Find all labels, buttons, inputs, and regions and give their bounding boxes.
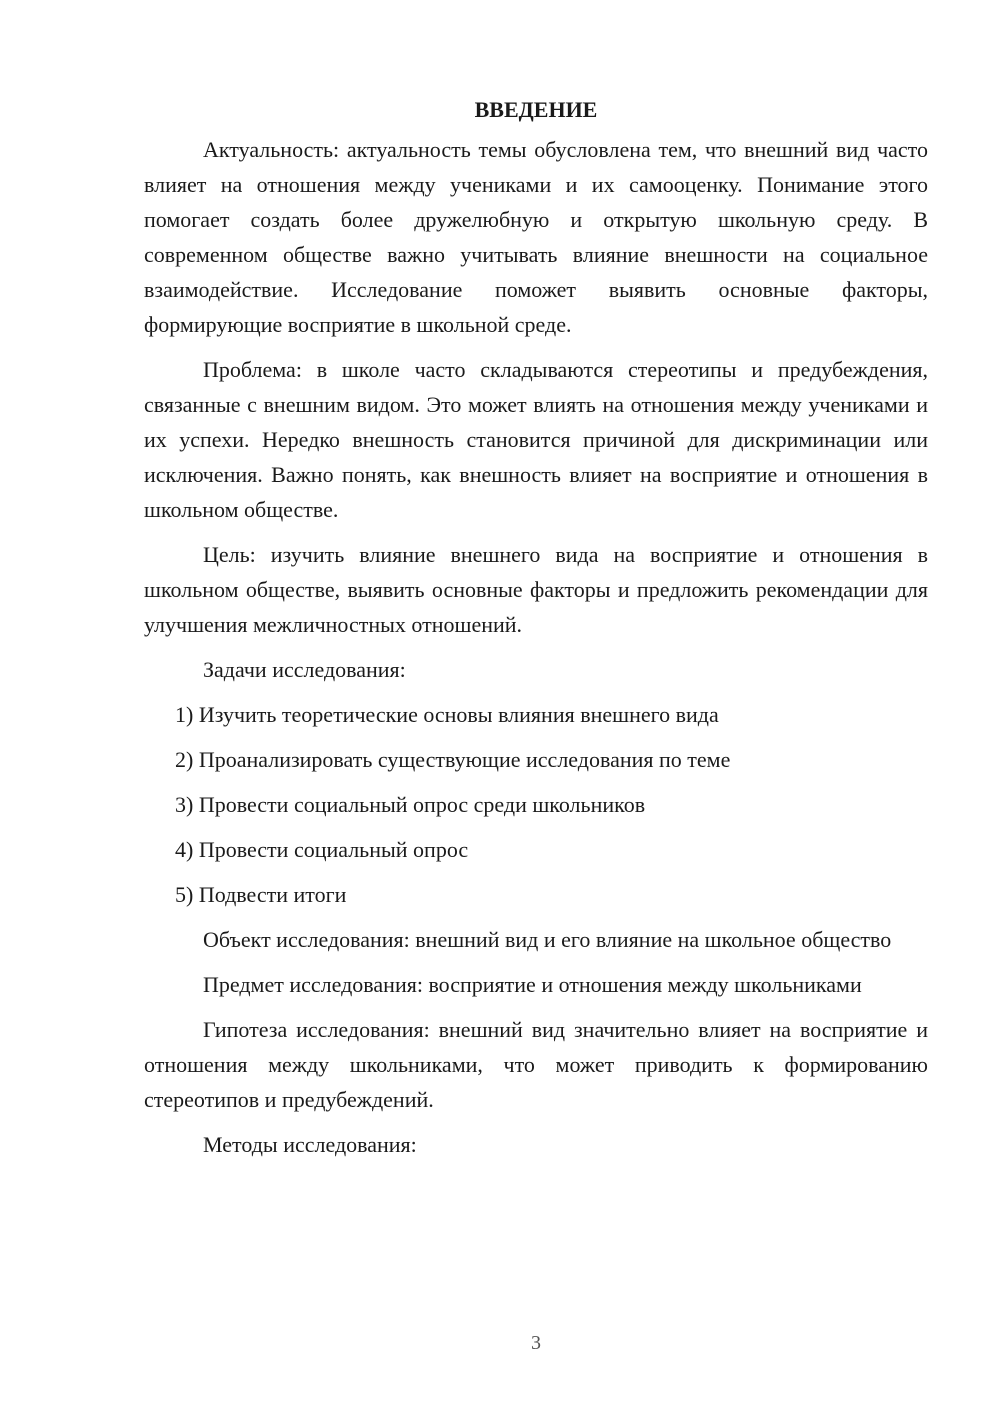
document-page	[144, 92, 928, 1172]
object-paragraph: Объект исследования: внешний вид и его влияние на школьное общество	[203, 927, 892, 952]
methods-heading: Методы исследования:	[203, 1132, 417, 1157]
tasks-heading: Задачи исследования:	[203, 657, 406, 682]
relevance-paragraph: Актуальность: актуальность темы обусловлена тем, что внешний вид часто влияет на отношения между учениками и их самооценку. Понимание этого помогает создать более дружелюбную и открытую школьную среду. В современном обществе важно учитывать влияние внешности на социальное взаимодействие. Исследование поможет выявить основные факторы, формирующие восприятие в школьной среде.	[144, 137, 928, 337]
section-title: ВВЕДЕНИЕ	[474, 97, 598, 122]
goal-paragraph: Цель: изучить влияние внешнего вида на восприятие и отношения в школьном обществе, выявить основные факторы и предложить рекомендации для улучшения межличностных отношений.	[144, 542, 928, 637]
list-item: 5) Подвести итоги	[175, 882, 347, 907]
subject-paragraph: Предмет исследования: восприятие и отношения между школьниками	[203, 972, 862, 997]
list-item: 3) Провести социальный опрос среди школьников	[175, 792, 646, 817]
page-number: 3	[531, 1332, 541, 1354]
problem-paragraph: Проблема: в школе часто складываются стереотипы и предубеждения, связанные с внешним видом. Это может влиять на отношения между учениками и их успехи. Нередко внешность становится причиной для дискриминации или исключения. Важно понять, как внешность влияет на восприятие и отношения в школьном обществе.	[144, 357, 928, 522]
list-item: 4) Провести социальный опрос	[175, 837, 469, 862]
tasks-list	[144, 697, 928, 912]
hypothesis-paragraph: Гипотеза исследования: внешний вид значительно влияет на восприятие и отношения между школьниками, что может приводить к формированию стереотипов и предубеждений.	[144, 1017, 928, 1112]
list-item: 2) Проанализировать существующие исследования по теме	[175, 747, 731, 772]
list-item: 1) Изучить теоретические основы влияния внешнего вида	[175, 702, 719, 727]
